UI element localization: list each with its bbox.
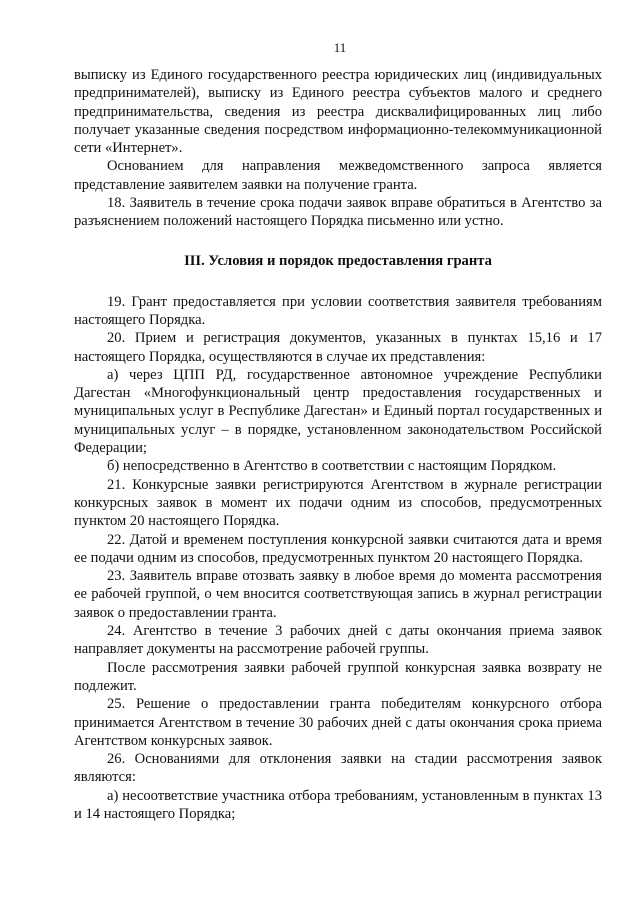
paragraph-22: 22. Датой и временем поступления конкурсной заявки считаются дата и время ее подачи одним из способов, предусмотренных пунктом 20 настоящего Порядка. [74,531,602,566]
paragraph-20b: б) непосредственно в Агентство в соответствии с настоящим Порядком. [107,458,557,475]
paragraph-19: 19. Грант предоставляется при условии соответствия заявителя требованиям настоящего Порядка. [74,293,602,328]
paragraph-23: 23. Заявитель вправе отозвать заявку в любое время до момента рассмотрения ее рабочей группой, о чем вносится соответствующая запись в журнал регистрации заявок о предоставлении гранта. [74,568,602,621]
paragraph-26: 26. Основаниями для отклонения заявки на стадии рассмотрения заявок являются: [74,751,602,786]
section-heading: III. Условия и порядок предоставления гранта [184,252,492,269]
paragraph-21: 21. Конкурсные заявки регистрируются Агентством в журнале регистрации конкурсных заявок в момент их подачи одним из способов, предусмотренных пунктом 20 настоящего Порядка. [74,476,602,530]
paragraph-26a: а) несоответствие участника отбора требованиям, установленным в пунктах 13 и 14 настоящего Порядка; [74,787,602,822]
paragraphs-after [74,293,602,824]
paragraph-24-return: После рассмотрения заявки рабочей группой конкурсная заявка возврату не подлежит. [74,659,602,694]
paragraph-25: 25. Решение о предоставлении гранта победителям конкурсного отбора принимается Агентством в течение 30 рабочих дней с даты окончания срока приема Агентством конкурсных заявок. [74,696,602,749]
page-number: 11 [333,40,347,55]
paragraph-20a: а) через ЦПП РД, государственное автономное учреждение Республики Дагестан «Многофункциональный центр предоставления государственных и муниципальных услуг в Республике Дагестан» и Единый портал государственных и муниципальных услуг – в порядке, установленном законодательством Российской Федерации; [74,366,602,457]
paragraphs-before [74,66,602,231]
paragraph-18: 18. Заявитель в течение срока подачи заявок вправе обратиться в Агентство за разъяснением положений настоящего Порядка письменно или устно. [74,195,602,230]
paragraph-24: 24. Агентство в течение 3 рабочих дней с даты окончания приема заявок направляет документы на рассмотрение рабочей группы. [74,623,602,658]
paragraph-continuation: выписку из Единого государственного реестра юридических лиц (индивидуальных предпринимателей), выписку из Единого реестра субъектов малого и среднего предпринимательства, сведения из реестра дисквалифицированных лиц либо получает указанные сведения посредством информационно-телекоммуникационной сети «Интернет». [74,67,602,157]
document-page [74,40,602,823]
paragraph-20: 20. Прием и регистрация документов, указанных в пунктах 15,16 и 17 настоящего Порядка, осуществляются в случае их представления: [74,330,602,365]
paragraph-request-basis: Основанием для направления межведомственного запроса является представление заявителем заявки на получение гранта. [74,158,602,193]
